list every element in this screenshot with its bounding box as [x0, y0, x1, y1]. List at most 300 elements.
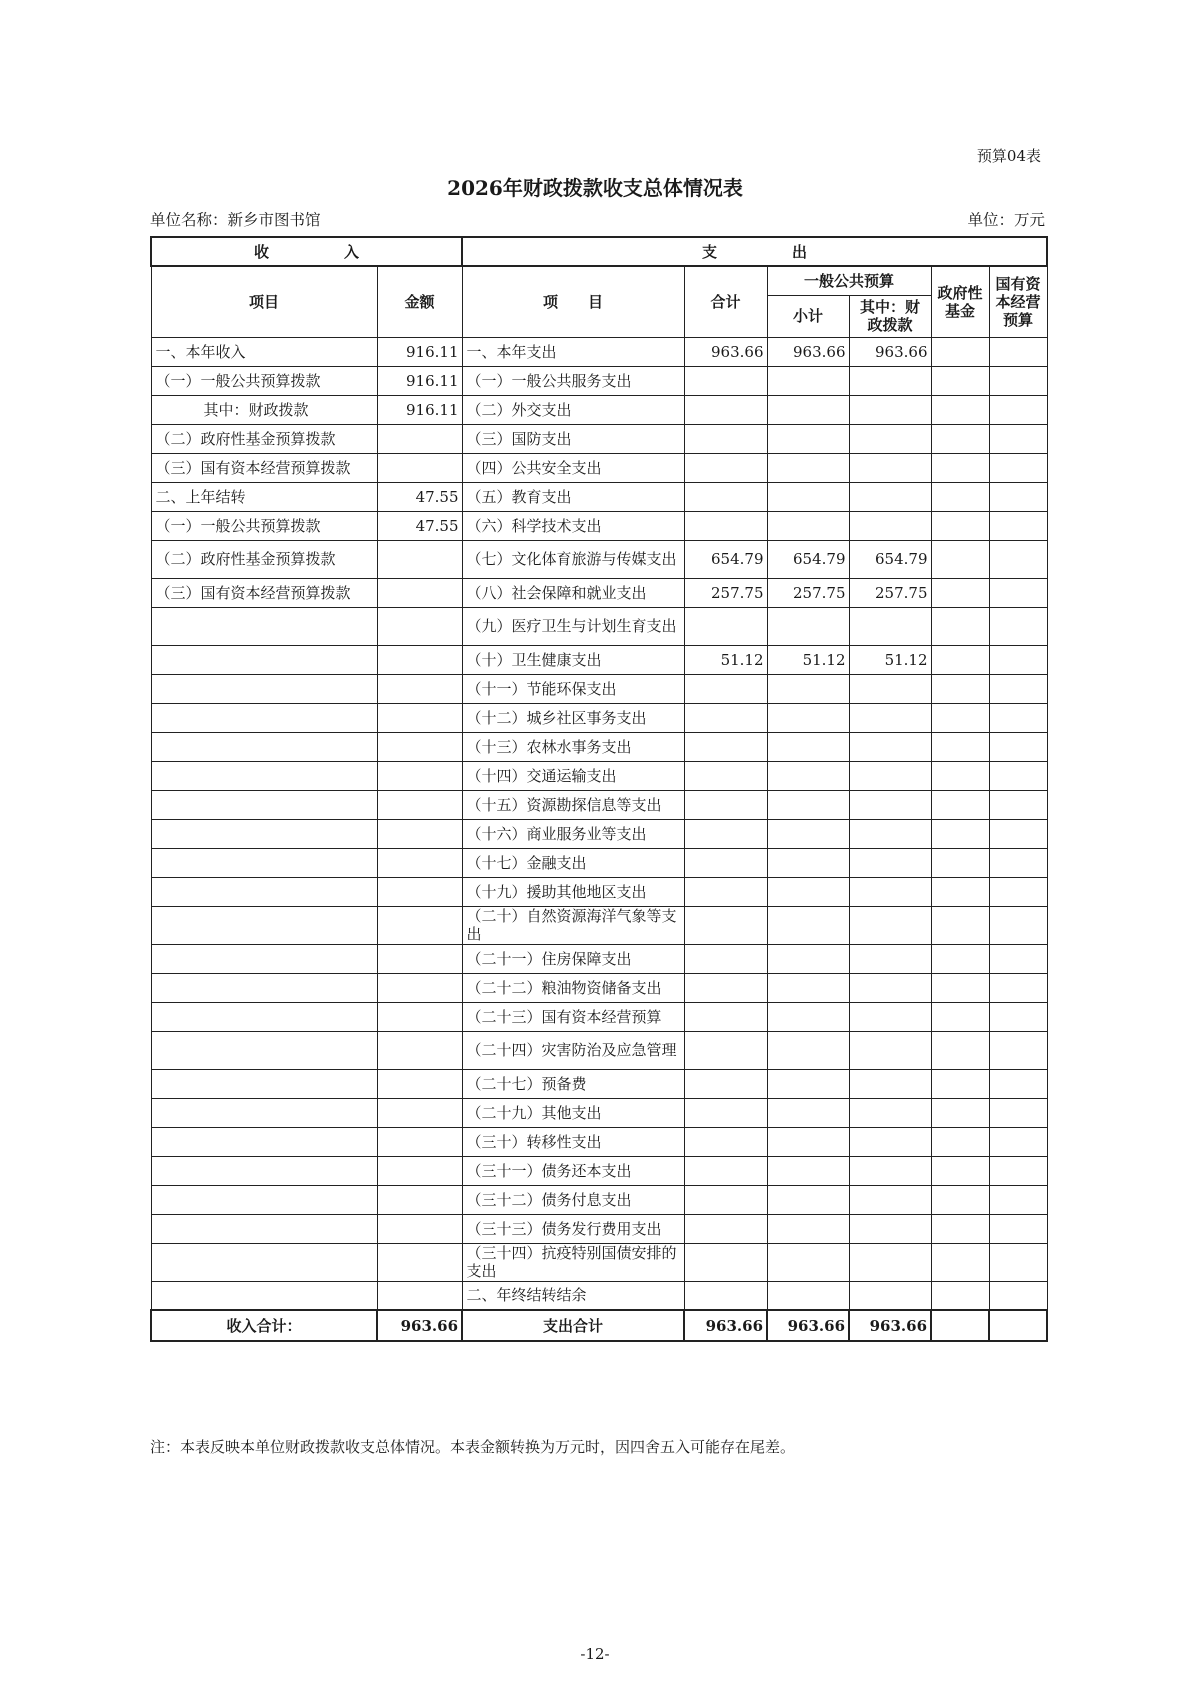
income-item [151, 761, 377, 790]
expense-total [684, 703, 767, 732]
table-row [151, 877, 1047, 906]
expense-fiscal: 963.66 [849, 1310, 931, 1341]
expense-state-capital [989, 1098, 1047, 1127]
expense-gov-fund [931, 944, 989, 973]
expense-total [684, 1281, 767, 1310]
expense-subtotal [767, 877, 849, 906]
expense-fiscal: 654.79 [849, 540, 931, 578]
income-amount [377, 906, 462, 944]
income-amount [377, 703, 462, 732]
expense-state-capital [989, 1002, 1047, 1031]
expense-fiscal [849, 1069, 931, 1098]
expense-state-capital [989, 453, 1047, 482]
income-amount [377, 761, 462, 790]
table-row [151, 819, 1047, 848]
expense-fiscal [849, 761, 931, 790]
expense-state-capital [989, 1243, 1047, 1281]
expense-subtotal: 963.66 [767, 1310, 849, 1341]
expense-item: （三十三）债务发行费用支出 [462, 1214, 684, 1243]
expense-total: 257.75 [684, 578, 767, 607]
income-amount [377, 1185, 462, 1214]
income-amount [377, 1127, 462, 1156]
expense-item: （二十九）其他支出 [462, 1098, 684, 1127]
expense-subtotal [767, 366, 849, 395]
expense-item: （三十）转移性支出 [462, 1127, 684, 1156]
expense-gov-fund [931, 1127, 989, 1156]
expense-total [684, 1214, 767, 1243]
expense-state-capital [989, 1031, 1047, 1069]
expense-total [684, 761, 767, 790]
expense-gov-fund [931, 453, 989, 482]
table-row [151, 1098, 1047, 1127]
expense-state-capital [989, 973, 1047, 1002]
table-row [151, 337, 1047, 366]
expense-item: （二十一）住房保障支出 [462, 944, 684, 973]
income-item [151, 790, 377, 819]
col-general-budget: 一般公共预算 [767, 266, 931, 295]
table-row [151, 906, 1047, 944]
income-amount: 916.11 [377, 337, 462, 366]
income-amount [377, 453, 462, 482]
expense-fiscal [849, 732, 931, 761]
totals-row [151, 1310, 1047, 1341]
expense-item: （十四）交通运输支出 [462, 761, 684, 790]
expense-subtotal: 51.12 [767, 645, 849, 674]
income-item [151, 848, 377, 877]
col-total: 合计 [684, 266, 767, 337]
table-row [151, 848, 1047, 877]
expense-fiscal [849, 1031, 931, 1069]
income-amount [377, 540, 462, 578]
expense-state-capital [989, 1127, 1047, 1156]
table-row [151, 645, 1047, 674]
income-amount [377, 1031, 462, 1069]
income-item [151, 1185, 377, 1214]
expense-subtotal [767, 761, 849, 790]
expense-total [684, 732, 767, 761]
expense-item: （三）国防支出 [462, 424, 684, 453]
expense-gov-fund [931, 761, 989, 790]
expense-fiscal [849, 877, 931, 906]
expense-subtotal [767, 732, 849, 761]
expense-total [684, 848, 767, 877]
expense-total: 963.66 [684, 337, 767, 366]
expense-item: （四）公共安全支出 [462, 453, 684, 482]
expense-subtotal: 257.75 [767, 578, 849, 607]
income-amount: 916.11 [377, 366, 462, 395]
expense-gov-fund [931, 703, 989, 732]
expense-state-capital [989, 1214, 1047, 1243]
income-item [151, 1127, 377, 1156]
expense-gov-fund [931, 1156, 989, 1185]
expense-fiscal [849, 1098, 931, 1127]
income-item: （一）一般公共预算拨款 [151, 511, 377, 540]
expense-state-capital [989, 819, 1047, 848]
income-header: 收 入 [151, 237, 462, 266]
expense-fiscal: 257.75 [849, 578, 931, 607]
expense-subtotal [767, 848, 849, 877]
currency-unit: 单位：万元 [967, 211, 1045, 229]
expense-item: （六）科学技术支出 [462, 511, 684, 540]
expense-gov-fund [931, 1243, 989, 1281]
expense-gov-fund [931, 540, 989, 578]
income-item: 二、上年结转 [151, 482, 377, 511]
income-item [151, 819, 377, 848]
expense-subtotal [767, 1243, 849, 1281]
income-item [151, 1281, 377, 1310]
expense-fiscal [849, 973, 931, 1002]
expense-gov-fund [931, 395, 989, 424]
expense-subtotal [767, 1069, 849, 1098]
expense-state-capital [989, 1156, 1047, 1185]
expense-subtotal [767, 674, 849, 703]
expense-state-capital [989, 395, 1047, 424]
col-gov-fund: 政府性基金 [931, 266, 989, 337]
income-amount [377, 674, 462, 703]
expense-state-capital [989, 645, 1047, 674]
col-expense-item: 项 目 [462, 266, 684, 337]
income-amount [377, 973, 462, 1002]
expense-subtotal [767, 1031, 849, 1069]
expense-subtotal [767, 703, 849, 732]
expense-total [684, 906, 767, 944]
expense-total [684, 1127, 767, 1156]
footnote: 注：本表反映本单位财政拨款收支总体情况。本表金额转换为万元时，因四舍五入可能存在尾差。 [150, 1438, 796, 1456]
expense-total [684, 366, 767, 395]
expense-state-capital [989, 906, 1047, 944]
expense-item: （八）社会保障和就业支出 [462, 578, 684, 607]
table-row [151, 1185, 1047, 1214]
expense-item: （十六）商业服务业等支出 [462, 819, 684, 848]
expense-fiscal [849, 395, 931, 424]
page-number: -12- [580, 1645, 610, 1663]
table-row [151, 761, 1047, 790]
col-state-capital: 国有资本经营预算 [989, 266, 1047, 337]
expense-subtotal [767, 906, 849, 944]
expense-fiscal [849, 703, 931, 732]
income-item [151, 1098, 377, 1127]
expense-subtotal [767, 1098, 849, 1127]
income-amount [377, 1214, 462, 1243]
expense-total: 654.79 [684, 540, 767, 578]
expense-subtotal [767, 944, 849, 973]
income-item [151, 1002, 377, 1031]
expense-subtotal [767, 453, 849, 482]
expense-gov-fund [931, 607, 989, 645]
income-amount: 916.11 [377, 395, 462, 424]
income-item [151, 732, 377, 761]
expense-fiscal [849, 944, 931, 973]
expense-gov-fund [931, 906, 989, 944]
expense-state-capital [989, 848, 1047, 877]
expense-total-label: 支出合计 [462, 1310, 684, 1341]
expense-fiscal [849, 607, 931, 645]
expense-subtotal [767, 1127, 849, 1156]
expense-fiscal [849, 1156, 931, 1185]
expense-total [684, 1243, 767, 1281]
expense-fiscal [849, 906, 931, 944]
expense-total [684, 1002, 767, 1031]
expense-total [684, 1185, 767, 1214]
expense-item: （十三）农林水事务支出 [462, 732, 684, 761]
table-row [151, 1031, 1047, 1069]
income-item [151, 944, 377, 973]
expense-state-capital [989, 877, 1047, 906]
expense-fiscal: 963.66 [849, 337, 931, 366]
income-amount [377, 1281, 462, 1310]
expense-subtotal: 963.66 [767, 337, 849, 366]
col-income-item: 项目 [151, 266, 377, 337]
expense-state-capital [989, 1310, 1047, 1341]
expense-item: （十九）援助其他地区支出 [462, 877, 684, 906]
col-subtotal: 小计 [767, 295, 849, 337]
expense-gov-fund [931, 1281, 989, 1310]
expense-total [684, 482, 767, 511]
table-row [151, 1069, 1047, 1098]
expense-total [684, 424, 767, 453]
expense-total: 51.12 [684, 645, 767, 674]
table-row [151, 482, 1047, 511]
expense-item: （十一）节能环保支出 [462, 674, 684, 703]
expense-item: （三十四）抗疫特别国债安排的支出 [462, 1243, 684, 1281]
expense-gov-fund [931, 424, 989, 453]
table-row [151, 973, 1047, 1002]
table-row [151, 366, 1047, 395]
expense-total [684, 1031, 767, 1069]
income-item [151, 607, 377, 645]
expense-fiscal [849, 511, 931, 540]
table-row [151, 732, 1047, 761]
expense-state-capital [989, 703, 1047, 732]
expense-gov-fund [931, 790, 989, 819]
expense-fiscal [849, 453, 931, 482]
expense-subtotal [767, 482, 849, 511]
income-item [151, 1156, 377, 1185]
income-amount [377, 1098, 462, 1127]
income-item [151, 703, 377, 732]
income-item [151, 973, 377, 1002]
income-item [151, 1214, 377, 1243]
expense-item: 一、本年支出 [462, 337, 684, 366]
expense-gov-fund [931, 1185, 989, 1214]
table-row [151, 1243, 1047, 1281]
expense-item: （十二）城乡社区事务支出 [462, 703, 684, 732]
expense-item: （三十二）债务付息支出 [462, 1185, 684, 1214]
col-income-amount: 金额 [377, 266, 462, 337]
expense-subtotal [767, 1002, 849, 1031]
income-amount [377, 1156, 462, 1185]
table-row [151, 578, 1047, 607]
expense-gov-fund [931, 1214, 989, 1243]
expense-total [684, 395, 767, 424]
income-amount [377, 848, 462, 877]
table-row [151, 944, 1047, 973]
expense-item: （二十二）粮油物资储备支出 [462, 973, 684, 1002]
expense-fiscal [849, 1281, 931, 1310]
income-item: （二）政府性基金预算拨款 [151, 540, 377, 578]
table-row [151, 790, 1047, 819]
expense-state-capital [989, 790, 1047, 819]
expense-state-capital [989, 1185, 1047, 1214]
expense-total [684, 973, 767, 1002]
expense-fiscal [849, 848, 931, 877]
unit-name: 单位名称：新乡市图书馆 [150, 211, 321, 229]
col-fiscal-appropriation: 其中：财政拨款 [849, 295, 931, 337]
table-row [151, 1002, 1047, 1031]
table-row [151, 540, 1047, 578]
expense-item: 二、年终结转结余 [462, 1281, 684, 1310]
table-row [151, 453, 1047, 482]
income-item: （一）一般公共预算拨款 [151, 366, 377, 395]
expense-total [684, 944, 767, 973]
income-item: （三）国有资本经营预算拨款 [151, 578, 377, 607]
income-amount [377, 1002, 462, 1031]
income-amount [377, 877, 462, 906]
income-amount [377, 578, 462, 607]
expense-total [684, 790, 767, 819]
expense-total [684, 1098, 767, 1127]
table-row [151, 703, 1047, 732]
expense-total [684, 453, 767, 482]
expense-state-capital [989, 607, 1047, 645]
expense-state-capital [989, 424, 1047, 453]
income-amount [377, 732, 462, 761]
expense-gov-fund [931, 848, 989, 877]
table-row [151, 395, 1047, 424]
expense-subtotal [767, 790, 849, 819]
expense-state-capital [989, 732, 1047, 761]
expense-item: （二十三）国有资本经营预算 [462, 1002, 684, 1031]
expense-item: （十七）金融支出 [462, 848, 684, 877]
income-item [151, 1243, 377, 1281]
table-row [151, 1281, 1047, 1310]
income-item: （三）国有资本经营预算拨款 [151, 453, 377, 482]
expense-gov-fund [931, 578, 989, 607]
expense-total [684, 607, 767, 645]
expense-state-capital [989, 337, 1047, 366]
table-row [151, 511, 1047, 540]
expense-total [684, 877, 767, 906]
expense-subtotal [767, 1281, 849, 1310]
expense-item: （九）医疗卫生与计划生育支出 [462, 607, 684, 645]
expense-item: （一）一般公共服务支出 [462, 366, 684, 395]
expense-item: （二十七）预备费 [462, 1069, 684, 1098]
expense-fiscal [849, 1002, 931, 1031]
income-amount [377, 819, 462, 848]
expense-total [684, 819, 767, 848]
expense-state-capital [989, 674, 1047, 703]
expense-fiscal [849, 424, 931, 453]
expense-item: （十五）资源勘探信息等支出 [462, 790, 684, 819]
table-row [151, 607, 1047, 645]
income-item: 一、本年收入 [151, 337, 377, 366]
income-amount [377, 1069, 462, 1098]
table-row [151, 674, 1047, 703]
expense-subtotal [767, 1156, 849, 1185]
expense-fiscal [849, 1243, 931, 1281]
income-amount [377, 944, 462, 973]
expense-gov-fund [931, 1069, 989, 1098]
expense-gov-fund [931, 732, 989, 761]
table-row [151, 1214, 1047, 1243]
income-amount: 47.55 [377, 482, 462, 511]
expense-subtotal [767, 1185, 849, 1214]
income-item [151, 674, 377, 703]
expense-item: （十）卫生健康支出 [462, 645, 684, 674]
income-total-amount: 963.66 [377, 1310, 462, 1341]
expense-item: （三十一）债务还本支出 [462, 1156, 684, 1185]
expense-fiscal [849, 790, 931, 819]
table-body [151, 337, 1047, 1310]
income-amount [377, 790, 462, 819]
expense-total: 963.66 [684, 1310, 767, 1341]
expense-gov-fund [931, 1310, 989, 1341]
expense-state-capital [989, 761, 1047, 790]
expense-item: （二十四）灾害防治及应急管理 [462, 1031, 684, 1069]
expense-fiscal [849, 1185, 931, 1214]
expense-gov-fund [931, 1098, 989, 1127]
expense-subtotal [767, 511, 849, 540]
expense-state-capital [989, 366, 1047, 395]
expense-fiscal [849, 674, 931, 703]
income-item: 其中：财政拨款 [151, 395, 377, 424]
expense-fiscal [849, 366, 931, 395]
expense-subtotal [767, 973, 849, 1002]
expense-subtotal [767, 607, 849, 645]
expense-state-capital [989, 1281, 1047, 1310]
income-item: （二）政府性基金预算拨款 [151, 424, 377, 453]
expense-header: 支 出 [462, 237, 1047, 266]
expense-item: （五）教育支出 [462, 482, 684, 511]
income-item [151, 906, 377, 944]
expense-total [684, 1069, 767, 1098]
expense-fiscal [849, 1214, 931, 1243]
expense-item: （二十）自然资源海洋气象等支出 [462, 906, 684, 944]
income-amount [377, 645, 462, 674]
table-row [151, 1127, 1047, 1156]
expense-fiscal [849, 819, 931, 848]
expense-gov-fund [931, 819, 989, 848]
income-item [151, 877, 377, 906]
document-title: 2026年财政拨款收支总体情况表 [447, 176, 743, 200]
expense-subtotal [767, 1214, 849, 1243]
income-item [151, 645, 377, 674]
income-amount [377, 607, 462, 645]
expense-gov-fund [931, 337, 989, 366]
expense-subtotal [767, 395, 849, 424]
budget-table [150, 236, 1046, 1342]
expense-fiscal [849, 1127, 931, 1156]
expense-state-capital [989, 944, 1047, 973]
expense-fiscal [849, 482, 931, 511]
expense-gov-fund [931, 366, 989, 395]
expense-item: （二）外交支出 [462, 395, 684, 424]
income-item [151, 1069, 377, 1098]
income-item [151, 1031, 377, 1069]
expense-total [684, 674, 767, 703]
expense-gov-fund [931, 482, 989, 511]
expense-subtotal [767, 819, 849, 848]
table-row [151, 424, 1047, 453]
income-amount [377, 424, 462, 453]
expense-gov-fund [931, 511, 989, 540]
income-amount [377, 1243, 462, 1281]
expense-gov-fund [931, 645, 989, 674]
expense-state-capital [989, 1069, 1047, 1098]
expense-gov-fund [931, 674, 989, 703]
table-row [151, 1156, 1047, 1185]
income-amount: 47.55 [377, 511, 462, 540]
